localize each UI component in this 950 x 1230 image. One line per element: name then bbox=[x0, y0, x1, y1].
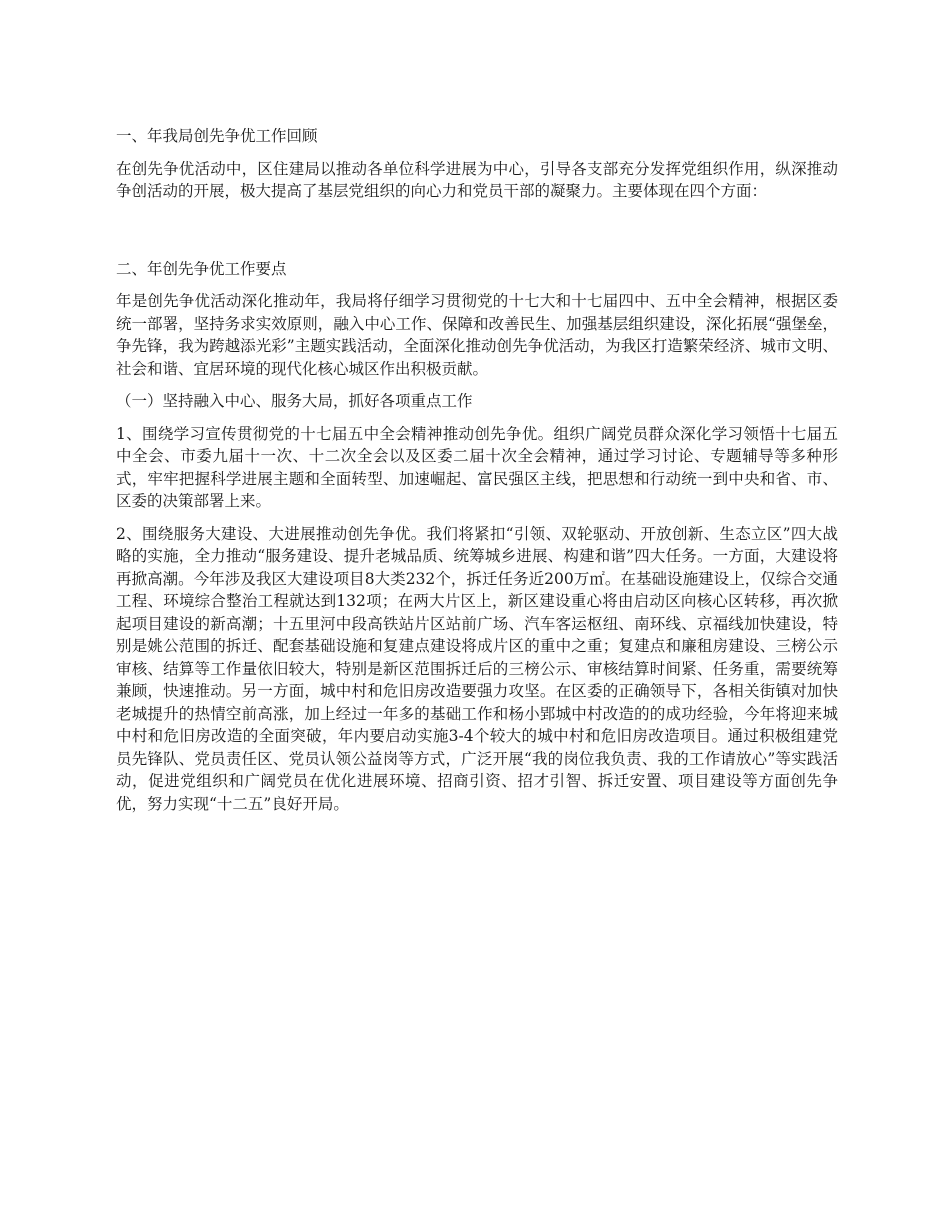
section-2-item-1: 1、围绕学习宣传贯彻党的十七届五中全会精神推动创先争优。组织广阔党员群众深化学习领悟十七届五中全会、市委九届十一次、十二次全会以及区委二届十次全会精神，通过学习讨论、专题辅导等多种形式，牢牢把握科学进展主题和全面转型、加速崛起、富民强区主线，把思想和行动统一到中央和省、市、区委的决策部署上来。 bbox=[116, 424, 838, 510]
section-2-item-2: 2、围绕服务大建设、大进展推动创先争优。我们将紧扣“引领、双轮驱动、开放创新、生态立区”四大战略的实施，全力推动“服务建设、提升老城品质、统筹城乡进展、构建和谐”四大任务。一方面，大建设将再掀高潮。今年涉及我区大建设项目8大类232个，拆迁任务近200万㎡。在基础设施建设上，仅综合交通工程、环境综合整治工程就达到132项；在两大片区上，新区建设重心将由启动区向核心区转移，再次掀起项目建设的新高潮；十五里河中段高铁站片区站前广场、汽车客运枢纽、南环线、京福线加快建设，特别是姚公范围的拆迁、配套基础设施和复建点建设将成片区的重中之重；复建点和廉租房建设、三榜公示审核、结算等工作量依旧较大，特别是新区范围拆迁后的三榜公示、审核结算时间紧、任务重，需要统筹兼顾，快速推动。另一方面，城中村和危旧房改造要强力攻坚。在区委的正确领导下，各相关街镇对加快老城提升的热情空前高涨，加上经过一年多的基础工作和杨小郢城中村改造的的成功经验，今年将迎来城中村和危旧房改造的全面突破，年内要启动实施3-4个较大的城中村和危旧房改造项目。通过积极组建党员先锋队、党员责任区、党员认领公益岗等方式，广泛开展“我的岗位我负责、我的工作请放心”等实践活动，促进党组织和广阔党员在优化进展环境、招商引资、招才引智、拆迁安置、项目建设等方面创先争优，努力实现“十二五”良好开局。 bbox=[116, 524, 838, 813]
section-1-paragraph: 在创先争优活动中，区住建局以推动各单位科学进展为中心，引导各支部充分发挥党组织作用，纵深推动争创活动的开展，极大提高了基层党组织的向心力和党员干部的凝聚力。主要体现在四个方面： bbox=[116, 159, 838, 200]
section-2-paragraph: 年是创先争优活动深化推动年，我局将仔细学习贯彻党的十七大和十七届四中、五中全会精神，根据区委统一部署，坚持务求实效原则，融入中心工作、保障和改善民生、加强基层组织建设，深化拓展“强堡垒，争先锋，我为跨越添光彩”主题实践活动，全面深化推动创先争优活动，为我区打造繁荣经济、城市文明、社会和谐、宜居环境的现代化核心城区作出积极贡献。 bbox=[116, 292, 838, 378]
section-spacer bbox=[116, 213, 838, 258]
section-2-heading: 二、年创先争优工作要点 bbox=[116, 259, 287, 278]
section-2-subheading: （一）坚持融入中心、服务大局，抓好各项重点工作 bbox=[116, 392, 473, 410]
document-body bbox=[116, 125, 838, 825]
section-1-heading: 一、年我局创先争优工作回顾 bbox=[116, 127, 318, 145]
